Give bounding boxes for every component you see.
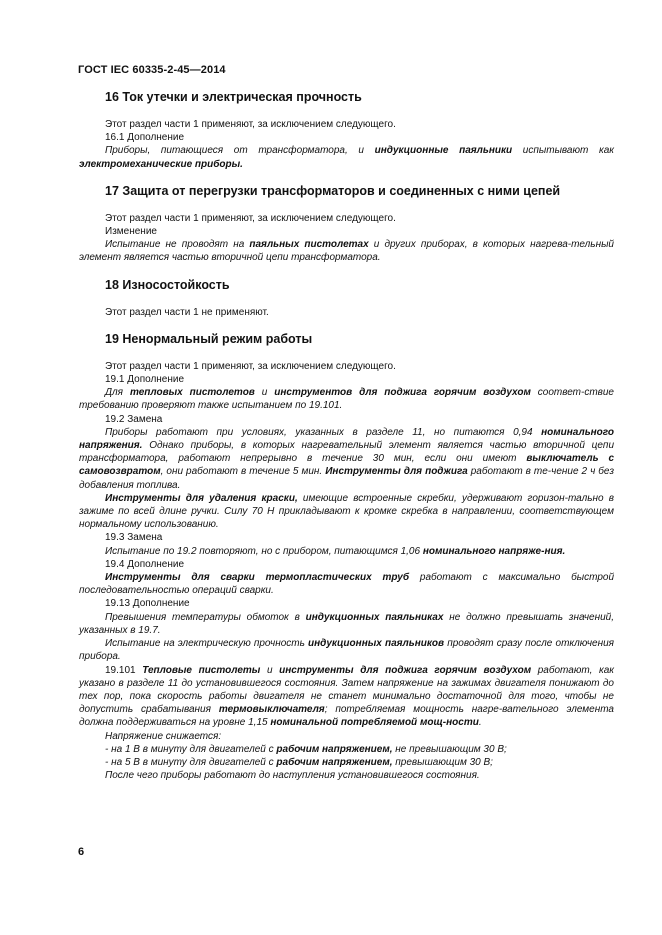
section-17-change-label: Изменение [105,226,157,238]
section-19-heading: 19 Ненормальный режим работы [105,331,313,346]
section-16-intro: Этот раздел части 1 применяют, за исключением следующего. [105,119,396,130]
subsection-19-4-text: Инструменты для сварки термопластических труб работают с максимально быстрой последовательностью операций сварки. [79,572,615,597]
section-17-intro: Этот раздел части 1 применяют, за исключением следующего. [105,212,396,224]
section-18-heading: 18 Износостойкость [105,277,230,292]
subsection-19-1-label: 19.1 Дополнение [105,374,185,386]
section-17-change-text: Испытание не проводят на паяльных пистолетах и других приборах, в которых нагрева-тельный элемент является частью вторичной цепи трансформатора. [79,239,614,264]
subsection-19-4-label: 19.4 Дополнение [105,558,185,570]
page-number: 6 [78,846,85,858]
subsection-19-13-text-2: Испытание на электрическую прочность индукционных паяльников проводят сразу после отключения прибора. [79,638,614,663]
voltage-reduction-label: Напряжение снижается: [105,730,222,742]
list-item: - на 1 В в минуту для двигателей с рабочим напряжением, не превышающим 30 В; [105,743,507,755]
document-body [79,89,614,782]
subsection-19-2-text-2: Инструменты для удаления краски, имеющие встроенные скребки, удерживают горизон-тально в зажиме по всей длине ручки. Силу 70 Н прикладывают к кромке скребка в направлении, соответствующем нормальному использованию. [79,492,614,531]
subsection-19-13-text: Превышения температуры обмоток в индукционных паяльниках не должно превышать значений, указанных в 19.7. [79,611,614,636]
subsection-19-3-text: Испытание по 19.2 повторяют, но с прибором, питающимся 1,06 номинального напряже-ния. [105,545,566,557]
section-16-heading: 16 Ток утечки и электрическая прочность [105,90,362,104]
subsection-16-1-label: 16.1 Дополнение [105,132,185,144]
subsection-19-1-text: Для тепловых пистолетов и инструментов для поджига горячим воздухом соответ-ствие требованию проверяют также испытанием по 19.101. [79,387,614,412]
section-17-heading: 17 Защита от перегрузки трансформаторов и соединенных с ними цепей [105,183,561,198]
final-sentence: После чего приборы работают до наступления установившегося состояния. [105,770,480,782]
subsection-19-2-label: 19.2 Замена [105,413,163,425]
section-18-intro: Этот раздел части 1 не применяют. [105,306,269,318]
subsection-16-1-text: Приборы, питающиеся от трансформатора, и индукционные паяльники испытывают как электромеханические приборы. [79,145,614,170]
section-19-intro: Этот раздел части 1 применяют, за исключением следующего. [105,360,396,372]
list-item: - на 5 В в минуту для двигателей с рабочим напряжением, превышающим 30 В; [105,756,493,768]
subsection-19-101-text: 19.101 Тепловые пистолеты и инструменты для поджига горячим воздухом работают, как указано в разделе 11 до установившегося состояния. Затем напряжение на зажимах двигателя понижают до тех пор, пока скорость работы двигателя не станет минимально достаточной для того, чтобы не допустить срабатывания термовыключателя; потребляемая мощность нагре-вательного элемента должна поддерживаться на уровне 1,15 номинальной потребляемой мощ-ности. [79,664,614,729]
standard-header: ГОСТ IEC 60335-2-45—2014 [78,64,226,76]
subsection-19-3-label: 19.3 Замена [105,532,163,544]
subsection-19-13-label: 19.13 Дополнение [105,598,190,610]
subsection-19-2-text: Приборы работают при условиях, указанных в разделе 11, но питаются 0,94 номинального напряжения. Однако приборы, в которых нагревательный элемент является частью вторичной цепи трансформатора, работают непрерывно в течение 30 мин, если они имеют выключатель с самовозвратом, они работают в течение 5 мин. Инструменты для поджига работают в те-чение 2 ч без добавления топлива. [79,426,615,491]
